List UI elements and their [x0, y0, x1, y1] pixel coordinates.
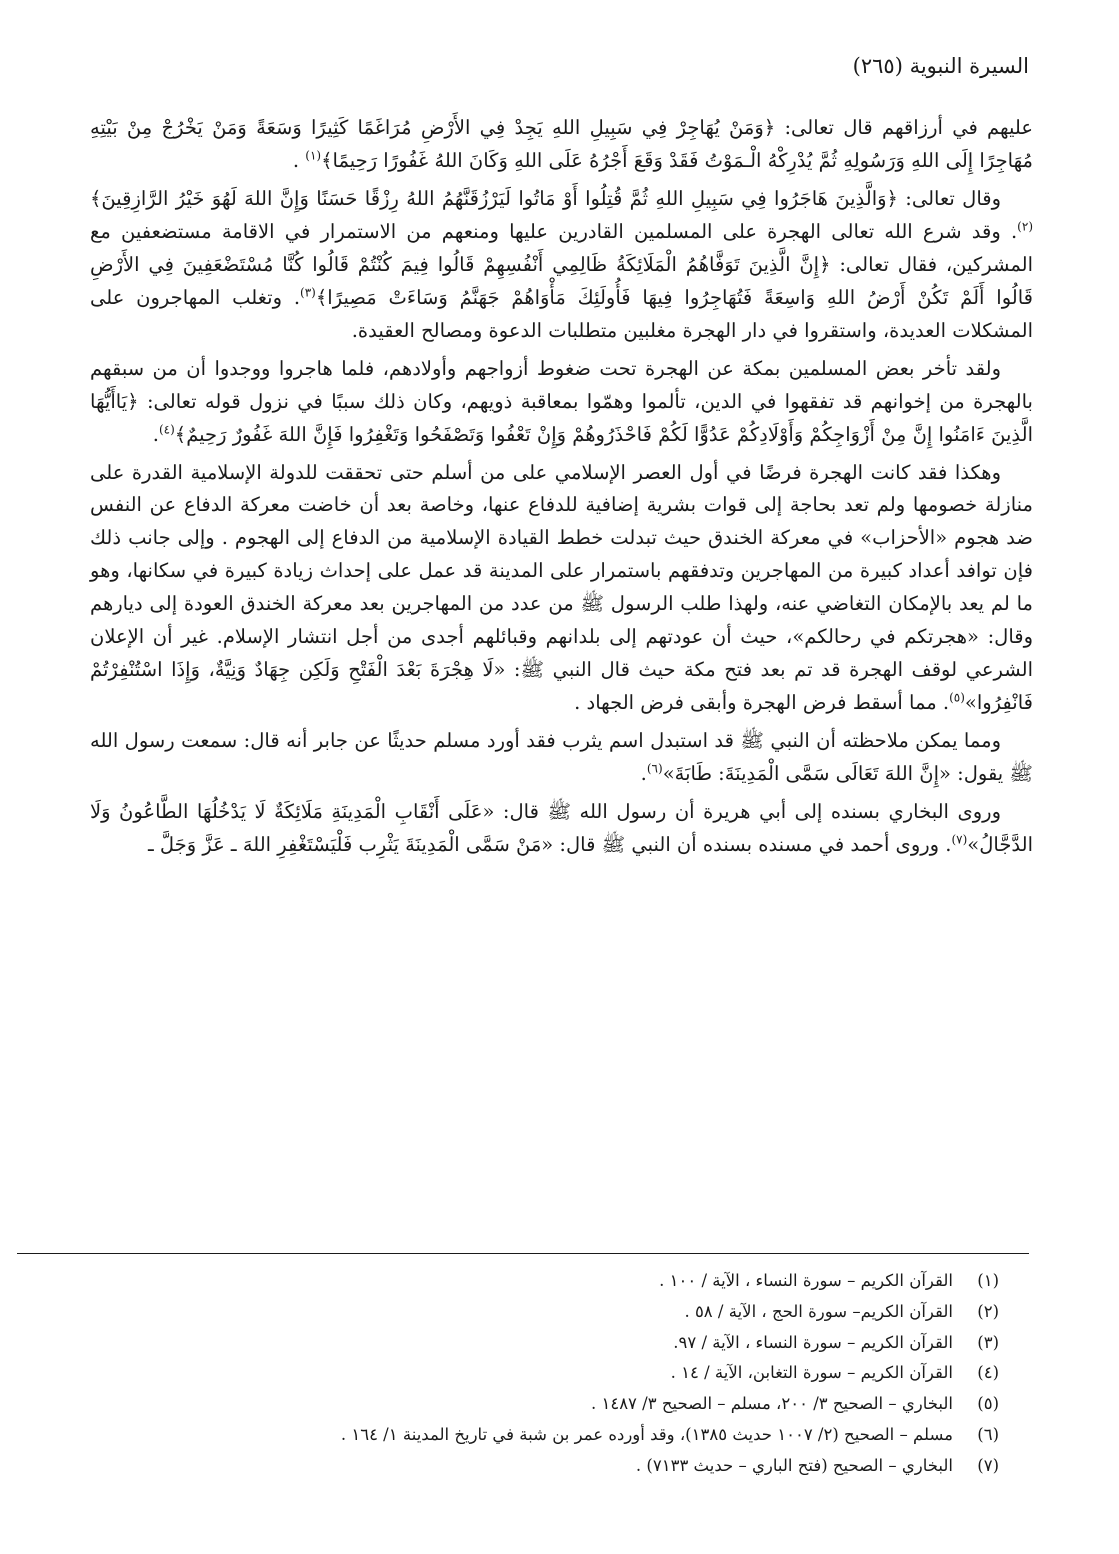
footnote-text: القرآن الكريم – سورة التغابن، الآية / ١٤ .	[670, 1363, 953, 1383]
paragraph	[90, 112, 1033, 178]
paragraph	[90, 183, 1033, 348]
footnote-divider	[17, 1253, 1029, 1254]
running-title: السيرة النبوية (٢٦٥)	[852, 54, 1029, 78]
footnote	[110, 1389, 999, 1420]
page-header	[90, 52, 1029, 81]
footnote	[110, 1328, 999, 1359]
paragraph-text: وهكذا فقد كانت الهجرة فرضًا في أول العصر الإسلامي على من أسلم حتى تحققت للدولة الإسلامية القدرة على منازلة خصومها ولم تعد بحاجة إلى قوات بشرية إضافية للدفاع عنها، وخاصة بعد أن خاضت معركة الدفاع عن النفس ضد هجوم «الأحزاب» في معركة الخندق حيث تبدلت خطط القيادة الإسلامية من الدفاع إلى الهجوم . وإلى جانب ذلك فإن توافد أعداد كبيرة من المهاجرين وتدفقهم باستمرار على المدينة قد عمل على إحداث زيادة كبيرة في سكانها، وهو ما لم يعد بالإمكان التغاضي عنه، ولهذا طلب الرسول ﷺ من عدد من المهاجرين بعد معركة الخندق العودة إلى ديارهم وقال: «هجرتكم في رحالكم»، حيث أن عودتهم إلى بلدانهم وقبائلهم أجدى من أجل انتشار الإسلام. غير أن الإعلان الشرعي لوقف الهجرة قد تم بعد فتح مكة حيث قال النبي ﷺ: «لَا هِجْرَةَ بَعْدَ الْفَتْحِ وَلَكِن جِهَادٌ وَنِيَّةٌ، وَإِذَا اسْتُنْفِرْتُمْ فَانْفِرُوا»	[90, 460, 1033, 715]
footnote-text: القرآن الكريم – سورة النساء ، الآية / ١٠٠ .	[659, 1271, 953, 1290]
paragraph	[90, 457, 1033, 721]
footnote-number: (٣)	[977, 1332, 999, 1352]
paragraph-text: . وتغلب المهاجرون على المشكلات العديدة، واستقروا في دار الهجرة مغلبين متطلبات الدعوة ومصالح العقيدة.	[90, 285, 1033, 342]
paragraph-text: .	[640, 762, 647, 786]
paragraph-text: وروى البخاري بسنده إلى أبي هريرة أن رسول الله ﷺ قال: «عَلَى أَنْقَابِ الْمَدِينَةِ مَلَائِكَةٌ لَا يَدْخُلُهَا الطَّاعُونُ وَلَا الدَّجَّالُ»	[90, 800, 1033, 857]
paragraph	[90, 353, 1033, 452]
paragraph-text: ومما يمكن ملاحظته أن النبي ﷺ قد استبدل اسم يثرب فقد أورد مسلم حديثًا عن جابر أنه قال: سمعت رسول الله ﷺ يقول: «إِنَّ اللهَ تَعَالَى سَمَّى الْمَدِينَةَ: طَابَةَ»	[90, 729, 1033, 786]
paragraph-text: . مما أسقط فرض الهجرة وأبقى فرض الجهاد .	[574, 691, 950, 715]
paragraph-text: . وقد شرع الله تعالى الهجرة على المسلمين القادرين عليها ومنعهم من الاستمرار في الاقامة مستضعفين مع المشركين، فقال تعالى: ﴿إِنَّ الَّذِينَ تَوَفَّاهُمُ الْمَلَائِكَةُ ظَالِمِي أَنْفُسِهِمْ قَالُوا فِيمَ كُنْتُمْ قَالُوا كُنَّا مُسْتَضْعَفِينَ فِي الأَرْضِ قَالُوا أَلَمْ تَكُنْ أَرْضُ اللهِ وَاسِعَةً فَتُهَاجِرُوا فِيهَا فَأُولَئِكَ مَأْوَاهُمْ جَهَنَّمُ وَسَاءَتْ مَصِيرًا﴾	[90, 219, 1034, 309]
paragraph-text: ولقد تأخر بعض المسلمين بمكة عن الهجرة تحت ضغوط أزواجهم وأولادهم، فلما هاجروا ووجدوا أن من سبقهم بالهجرة من إخوانهم قد تفقهوا في الدين، تألموا وهمّوا بمعاقبة ذويهم، وكان ذلك سببًا في نزول قوله تعالى: ﴿يَاأَيُّهَا الَّذِينَ ءَامَنُوا إِنَّ مِنْ أَزْوَاجِكُمْ وَأَوْلَادِكُمْ عَدُوًّا لَكُمْ فَاحْذَرُوهُمْ وَإِنْ تَعْفُوا وَتَصْفَحُوا وَتَغْفِرُوا فَإِنَّ اللهَ غَفُورٌ رَحِيمٌ﴾	[90, 356, 1033, 446]
paragraph-text: . وروى أحمد في مسنده بسنده أن النبي ﷺ قال: «مَنْ سَمَّى الْمَدِينَةَ يَثْرِب فَلْيَسْتَغْفِرِ اللهَ ـ عَزَّ وَجَلَّ ـ	[147, 833, 952, 857]
paragraph	[90, 725, 1033, 791]
footnote-number: (٧)	[977, 1455, 999, 1475]
footnote	[110, 1358, 999, 1389]
footnote-text: القرآن الكريم– سورة الحج ، الآية / ٥٨ .	[684, 1301, 953, 1321]
footnote-number: (١)	[977, 1271, 999, 1290]
main-text	[90, 112, 1033, 867]
paragraph-text: .	[292, 148, 306, 172]
footnote-text: البخاري – الصحيح ٣/ ٢٠٠، مسلم – الصحيح ٣/ ١٤٨٧ .	[590, 1394, 953, 1414]
footnote-ref: (١)	[305, 148, 322, 163]
footnote-number: (٢)	[977, 1301, 999, 1321]
footnote-number: (٦)	[977, 1424, 999, 1444]
footnote-ref: (٢)	[1017, 219, 1033, 234]
footnote	[110, 1266, 999, 1297]
footnote-number: (٥)	[977, 1394, 999, 1414]
footnote-text: مسلم – الصحيح (٢/ ١٠٠٧ حديث ١٣٨٥)، وقد أورده عمر بن شبة في تاريخ المدينة ١/ ١٦٤ .	[340, 1424, 953, 1444]
paragraph-text: .	[152, 422, 159, 446]
footnote-text: القرآن الكريم – سورة النساء ، الآية / ٩٧.	[673, 1332, 953, 1352]
footnote	[110, 1297, 999, 1328]
paragraph-text: عليهم في أرزاقهم قال تعالى: ﴿وَمَنْ يُهَاجِرْ فِي سَبِيلِ اللهِ يَجِدْ فِي الأَرْضِ مُرَاغَمًا كَثِيرًا وَسَعَةً وَمَنْ يَخْرُجْ مِنْ بَيْتِهِ مُهَاجِرًا إِلَى اللهِ وَرَسُولِهِ ثُمَّ يُدْرِكْهُ الْـمَوْتُ فَقَدْ وَقَعَ أَجْرُهُ عَلَى اللهِ وَكَانَ اللهُ غَفُورًا رَحِيمًا﴾	[90, 116, 1033, 172]
paragraph-text: وقال تعالى: ﴿وَالَّذِينَ هَاجَرُوا فِي سَبِيلِ اللهِ ثُمَّ قُتِلُوا أَوْ مَاتُوا لَيَرْزُقَنَّهُمُ اللهُ رِزْقًا حَسَنًا وَإِنَّ اللهَ لَهُوَ خَيْرُ الرَّازِقِينَ﴾	[90, 186, 1001, 210]
footnote	[110, 1451, 999, 1482]
footnote-number: (٤)	[977, 1363, 999, 1383]
footnotes	[110, 1266, 999, 1482]
footnote-ref: (٧)	[951, 832, 968, 847]
footnote-ref: (٦)	[646, 761, 663, 776]
footnote-ref: (٥)	[949, 690, 965, 705]
footnote-ref: (٣)	[300, 285, 316, 300]
footnote-text: البخاري – الصحيح (فتح الباري – حديث ٧١٣٣) .	[635, 1455, 953, 1475]
footnote	[110, 1420, 999, 1451]
footnote-ref: (٤)	[158, 422, 175, 437]
paragraph	[90, 796, 1033, 862]
